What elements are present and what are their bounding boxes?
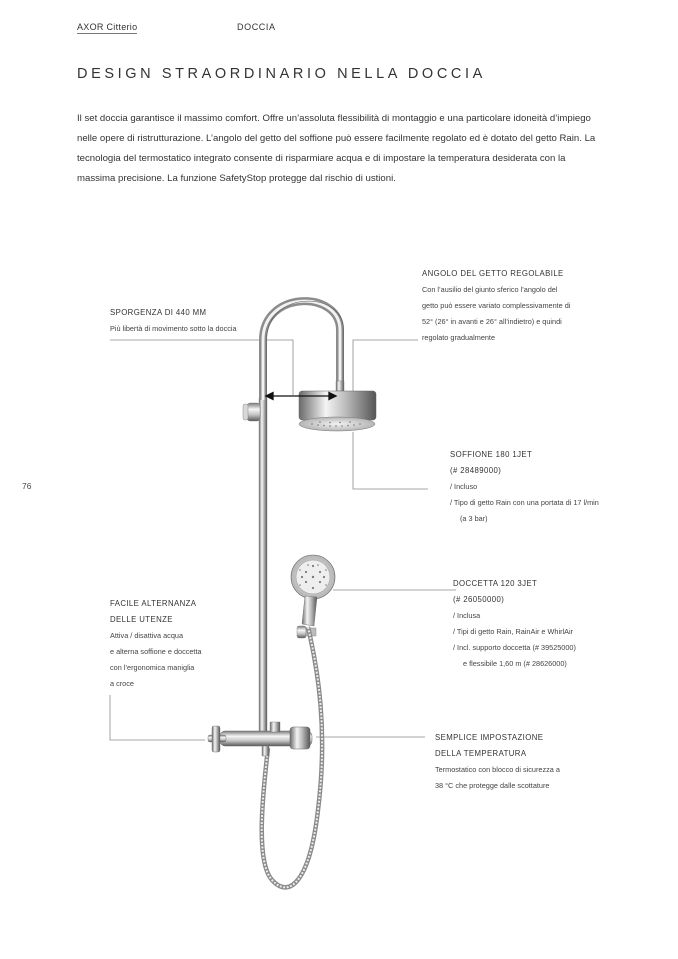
page-number: 76	[22, 481, 32, 491]
callout-line: 52° (26° in avanti e 26° all’indietro) e quindi	[422, 317, 562, 326]
callout-heading: FACILE ALTERNANZA	[110, 599, 197, 608]
brand-label: AXOR Citterio	[77, 22, 138, 32]
callout-line: / Incluso	[450, 482, 478, 491]
callout-line: Più libertà di movimento sotto la doccia	[110, 324, 237, 333]
callout-heading: DOCCETTA 120 3JET	[453, 579, 538, 588]
callout-line: Attiva / disattiva acqua	[110, 631, 184, 640]
callout-heading: DELLE UTENZE	[110, 615, 173, 624]
callout-heading: SOFFIONE 180 1JET	[450, 450, 533, 459]
callout-line: con l’ergonomica maniglia	[110, 663, 195, 672]
callout-heading: DELLA TEMPERATURA	[435, 749, 527, 758]
callout-line: e alterna soffione e doccetta	[110, 647, 202, 656]
cross-handle	[208, 726, 226, 752]
callout-heading: SPORGENZA DI 440 MM	[110, 308, 207, 317]
callout-line: / Incl. supporto doccetta (# 39525000)	[453, 643, 576, 652]
callout-line: / Tipi di getto Rain, RainAir e WhirlAir	[453, 627, 574, 636]
callout-line: Con l’ausilio del giunto sferico l’angolo del	[422, 285, 558, 294]
callout-alternanza	[110, 596, 202, 692]
callout-line: / Inclusa	[453, 611, 481, 620]
leader-alternanza	[110, 695, 205, 740]
callout-line: / Tipo di getto Rain con una portata di 17 l/min	[450, 498, 599, 507]
page-title: DESIGN STRAORDINARIO NELLA DOCCIA	[77, 66, 486, 82]
leader-soffione	[353, 432, 428, 489]
callout-line: regolato gradualmente	[422, 333, 496, 342]
callout-line: getto può essere variato complessivamente di	[422, 301, 571, 310]
callout-doccetta	[453, 576, 576, 672]
callout-soffione	[450, 447, 599, 527]
wall-bracket	[247, 403, 260, 421]
intro-paragraph: Il set doccia garantisce il massimo comfort. Offre un’assoluta flessibilità di montaggio e una particolare idoneità d’impiego nelle opere di ristrutturazione. L’angolo del getto del soffione può essere facilmente regolato ed è dotato del getto Rain. La tecnologia del termostatico integrato consente di risparmiare acqua e di impostare la temperatura desiderata con la massima precisione. La funzione SafetyStop protegge dal rischio di ustioni.	[77, 113, 596, 184]
product-code: (# 26050000)	[453, 595, 505, 604]
callout-heading: SEMPLICE IMPOSTAZIONE	[435, 733, 544, 742]
callout-line: 38 °C che protegge dalle scottature	[435, 781, 550, 790]
hand-shower-holder	[297, 626, 306, 638]
callout-line: Termostatico con blocco di sicurezza a	[435, 765, 560, 774]
callout-sporgenza	[110, 305, 237, 337]
callout-line: a croce	[110, 679, 134, 688]
hand-shower	[291, 555, 335, 626]
section-label: DOCCIA	[237, 22, 276, 32]
callout-temperatura	[435, 730, 560, 794]
callout-angolo-getto	[422, 266, 570, 346]
riser-pipe	[259, 398, 267, 733]
callout-line: (a 3 bar)	[460, 514, 488, 523]
temperature-knob	[290, 727, 310, 749]
callout-line: e flessibile 1,60 m (# 28626000)	[463, 659, 567, 668]
product-code: (# 28489000)	[450, 466, 502, 475]
shower-hose	[262, 627, 322, 887]
callout-heading: ANGOLO DEL GETTO REGOLABILE	[422, 269, 564, 278]
